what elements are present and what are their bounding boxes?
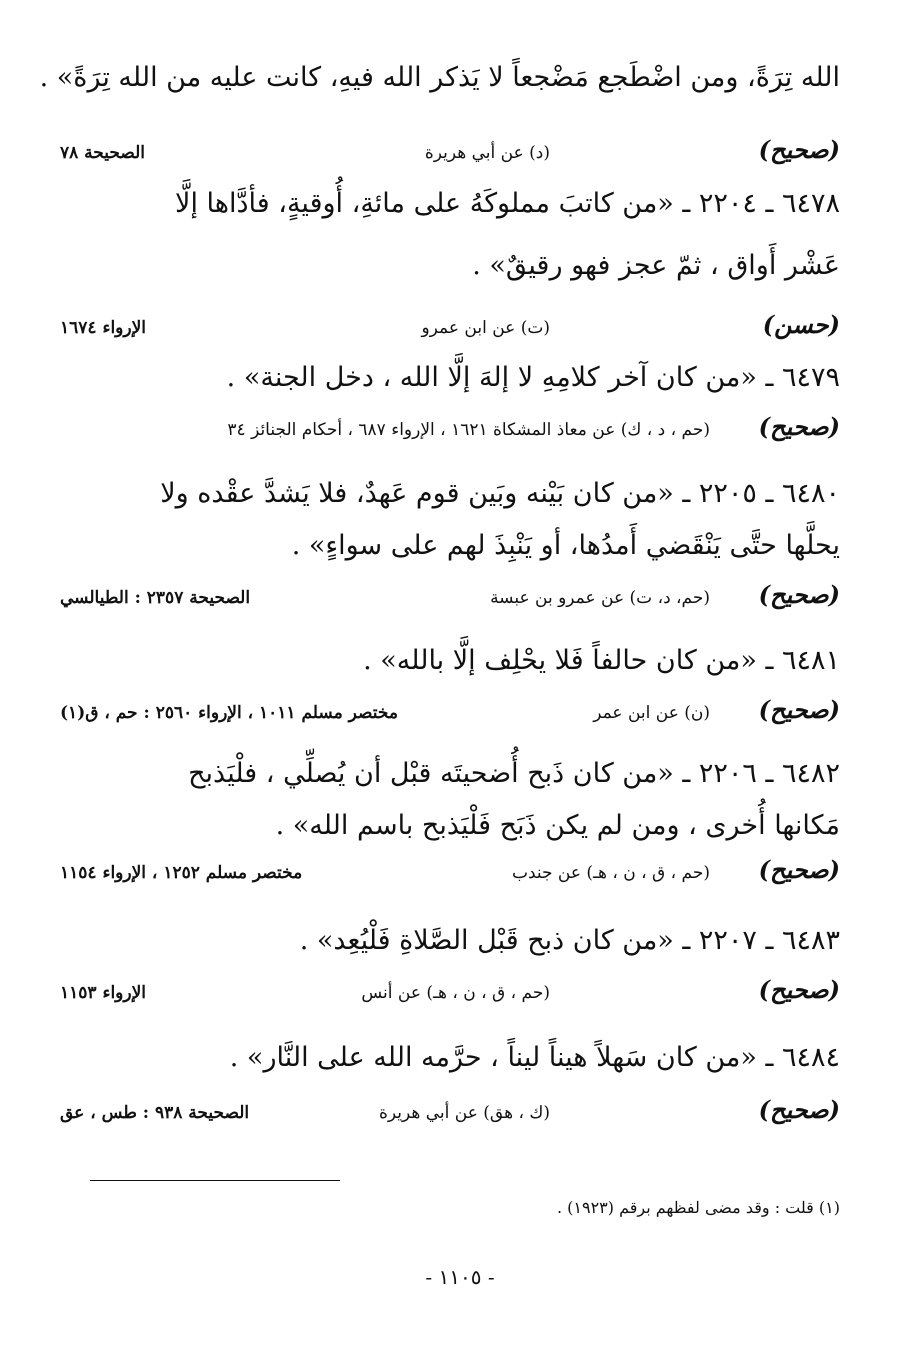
source-text: (ن) عن ابن عمر [593, 703, 710, 723]
hadith-meta-row [60, 135, 840, 175]
hadith-meta-row [60, 1095, 840, 1135]
footnote: (١) قلت : وقد مضى لفظهم برقم (١٩٢٣) . [556, 1198, 840, 1217]
grade-label: ( صحيح ) [759, 695, 840, 724]
reference-text: الصحيحة ٢٣٥٧ : الطيالسي [60, 588, 251, 608]
source-text: (حم ، د ، ك) عن معاذ المشكاة ١٦٢١ ، الإرواء ٦٨٧ ، أحكام الجنائز ٣٤ [227, 420, 710, 440]
hadith-meta-row [60, 580, 840, 620]
grade-label: ( صحيح ) [759, 412, 840, 441]
source-text: (ك ، هق) عن أبي هريرة [379, 1103, 550, 1123]
hadith-6482-line2: مَكانها أُخرى ، ومن لم يكن ذَبَح فَلْيَذبح باسم الله» . [275, 810, 840, 841]
hadith-meta-row [60, 975, 840, 1015]
grade-label: ( صحيح ) [759, 975, 840, 1004]
source-text: (ت) عن ابن عمرو [421, 318, 550, 338]
reference-text: الإرواء ١١٥٣ [60, 983, 147, 1003]
hadith-meta-row [60, 855, 840, 895]
hadith-6479: ٦٤٧٩ ـ «من كان آخر كلامِهِ لا إلهَ إلَّا الله ، دخل الجنة» . [226, 362, 840, 393]
hadith-6480-line1: ٦٤٨٠ ـ ٢٢٠٥ ـ «من كان بَيْنه وبَين قوم عَهدٌ، فلا يَشدَّ عقْده ولا [160, 478, 840, 509]
reference-text: الصحيحة ٧٨ [60, 143, 146, 163]
hadith-6481: ٦٤٨١ ـ «من كان حالفاً فَلا يحْلِف إلَّا بالله» . [363, 645, 840, 676]
page-number: - ١١٠٥ - [425, 1265, 495, 1289]
hadith-6478-line1: ٦٤٧٨ ـ ٢٢٠٤ ـ «من كاتبَ مملوكَهُ على مائةِ، أُوقيةٍ، فأدَّاها إلَّا [175, 188, 840, 219]
hadith-6480-line2: يحلَّها حتَّى يَنْقَضي أَمدُها، أو يَنْبِذَ لهم على سواءٍ» . [291, 530, 840, 561]
hadith-6478-line2: عَشْر أَواق ، ثمّ عجز فهو رقيقٌ» . [472, 250, 840, 281]
hadith-meta-row [60, 412, 840, 452]
grade-label: ( صحيح ) [759, 580, 840, 609]
source-text: (حم، د، ت) عن عمرو بن عبسة [490, 588, 710, 608]
reference-text: الإرواء ١٦٧٤ [60, 318, 147, 338]
hadith-6483: ٦٤٨٣ ـ ٢٢٠٧ ـ «من كان ذبح قَبْل الصَّلاةِ فَلْيُعِد» . [299, 925, 840, 956]
hadith-continuation: الله تِرَةً، ومن اضْطَجع مَضْجعاً لا يَذكر الله فيهِ، كانت عليه من الله تِرَةً» . [39, 62, 840, 93]
reference-text: الصحيحة ٩٣٨ : طس ، عق [60, 1103, 250, 1123]
grade-label: ( حسن ) [763, 310, 840, 339]
reference-text: مختصر مسلم ١٠١١ ، الإرواء ٢٥٦٠ : حم ، ق(١) [60, 703, 398, 723]
source-text: (حم ، ق ، ن ، هـ) عن أنس [361, 983, 550, 1003]
source-text: (د) عن أبي هريرة [424, 143, 550, 163]
hadith-6482-line1: ٦٤٨٢ ـ ٢٢٠٦ ـ «من كان ذَبح أُضحيتَه قبْل أن يُصلِّي ، فلْيَذبح [188, 758, 840, 789]
hadith-meta-row [60, 695, 840, 735]
hadith-6484: ٦٤٨٤ ـ «من كان سَهلاً هيناً ليناً ، حرَّمه الله على النَّار» . [229, 1042, 840, 1073]
grade-label: ( صحيح ) [759, 855, 840, 884]
grade-label: ( صحيح ) [759, 1095, 840, 1124]
source-text: (حم ، ق ، ن ، هـ) عن جندب [511, 863, 710, 883]
footnote-divider [90, 1180, 340, 1181]
reference-text: مختصر مسلم ١٢٥٢ ، الإرواء ١١٥٤ [60, 863, 303, 883]
grade-label: ( صحيح ) [759, 135, 840, 164]
hadith-meta-row [60, 310, 840, 350]
